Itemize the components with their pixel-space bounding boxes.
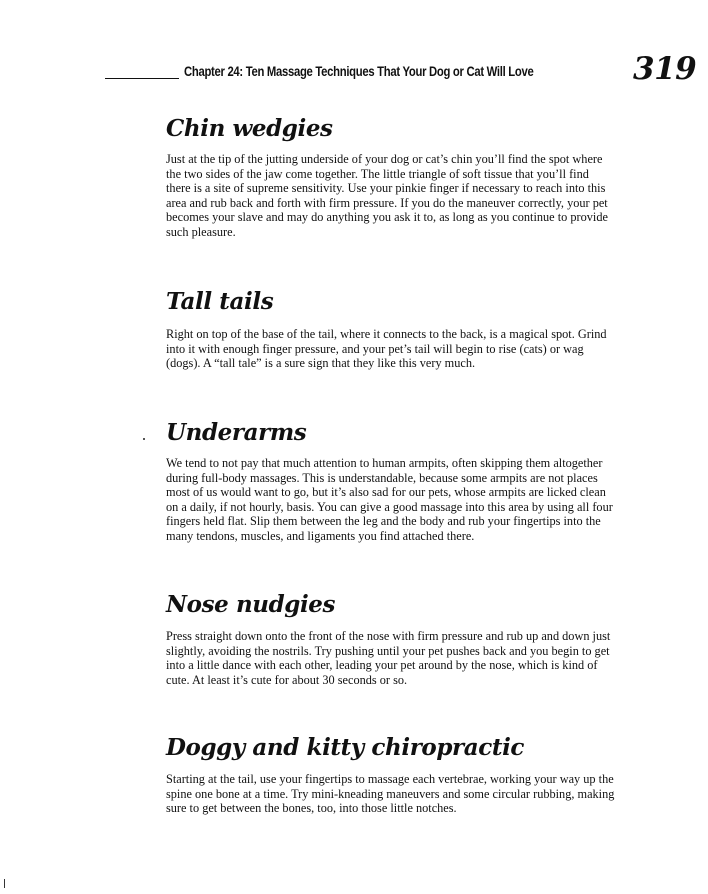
section-heading-nose-nudgies: Nose nudgies [166, 591, 336, 618]
section-body-nose-nudgies: Press straight down onto the front of the nose with firm pressure and rub up and down just slightly, avoiding the nostrils. Try pushing until your pet pushes back and you begin to get into a little dance with each other, leading your pet around by the nose, which is kind of cute. At least it’s cute for about 30 seconds or so. [166, 629, 611, 687]
stray-mark [143, 438, 145, 440]
section-body-chin-wedgies: Just at the tip of the jutting underside of your dog or cat’s chin you’ll find the spot where the two sides of the jaw come together. The little triangle of soft tissue that you’ll find there is a site of supreme sensitivity. Use your pinkie finger if necessary to reach into this area and rub back and forth with firm pressure. If you do the maneuver correctly, your pet becomes your slave and may do anything you ask it to, as long as you continue to provide such pleasure. [166, 152, 608, 239]
header-rule [105, 78, 179, 79]
section-body-underarms: We tend to not pay that much attention to human armpits, often skipping them altogether during full-body massages. This is understandable, because some armpits are not places most of us would want to go, but it’s also sad for our pets, whose armpits are licked clean on a daily, if not hourly, basis. You can give a good massage into this area by using all four fingers held flat. Slip them between the leg and the body and rub your fingertips into the many tendons, muscles, and ligaments you find attached there. [166, 456, 613, 543]
section-heading-tall-tails: Tall tails [166, 288, 274, 315]
section-heading-chin-wedgies: Chin wedgies [166, 115, 333, 142]
edge-mark [4, 879, 5, 888]
running-header-title: Chapter 24: Ten Massage Techniques That Your Dog or Cat Will Love [184, 64, 534, 79]
section-heading-underarms: Underarms [166, 419, 307, 446]
section-heading-doggy-and-kitty-chiropractic: Doggy and kitty chiropractic [166, 734, 525, 761]
section-body-tall-tails: Right on top of the base of the tail, where it connects to the back, is a magical spot. Grind into it with enough finger pressure, and your pet’s tail will begin to rise (cats) or wag (dogs). A “tall tale” is a sure sign that they like this very much. [166, 327, 607, 371]
page-number: 319 [633, 51, 697, 87]
section-body-doggy-and-kitty-chiropractic: Starting at the tail, use your fingertips to massage each vertebrae, working your way up the spine one bone at a time. Try mini-kneading maneuvers and some circular rubbing, making sure to get between the bones, too, into those little notches. [166, 772, 615, 816]
